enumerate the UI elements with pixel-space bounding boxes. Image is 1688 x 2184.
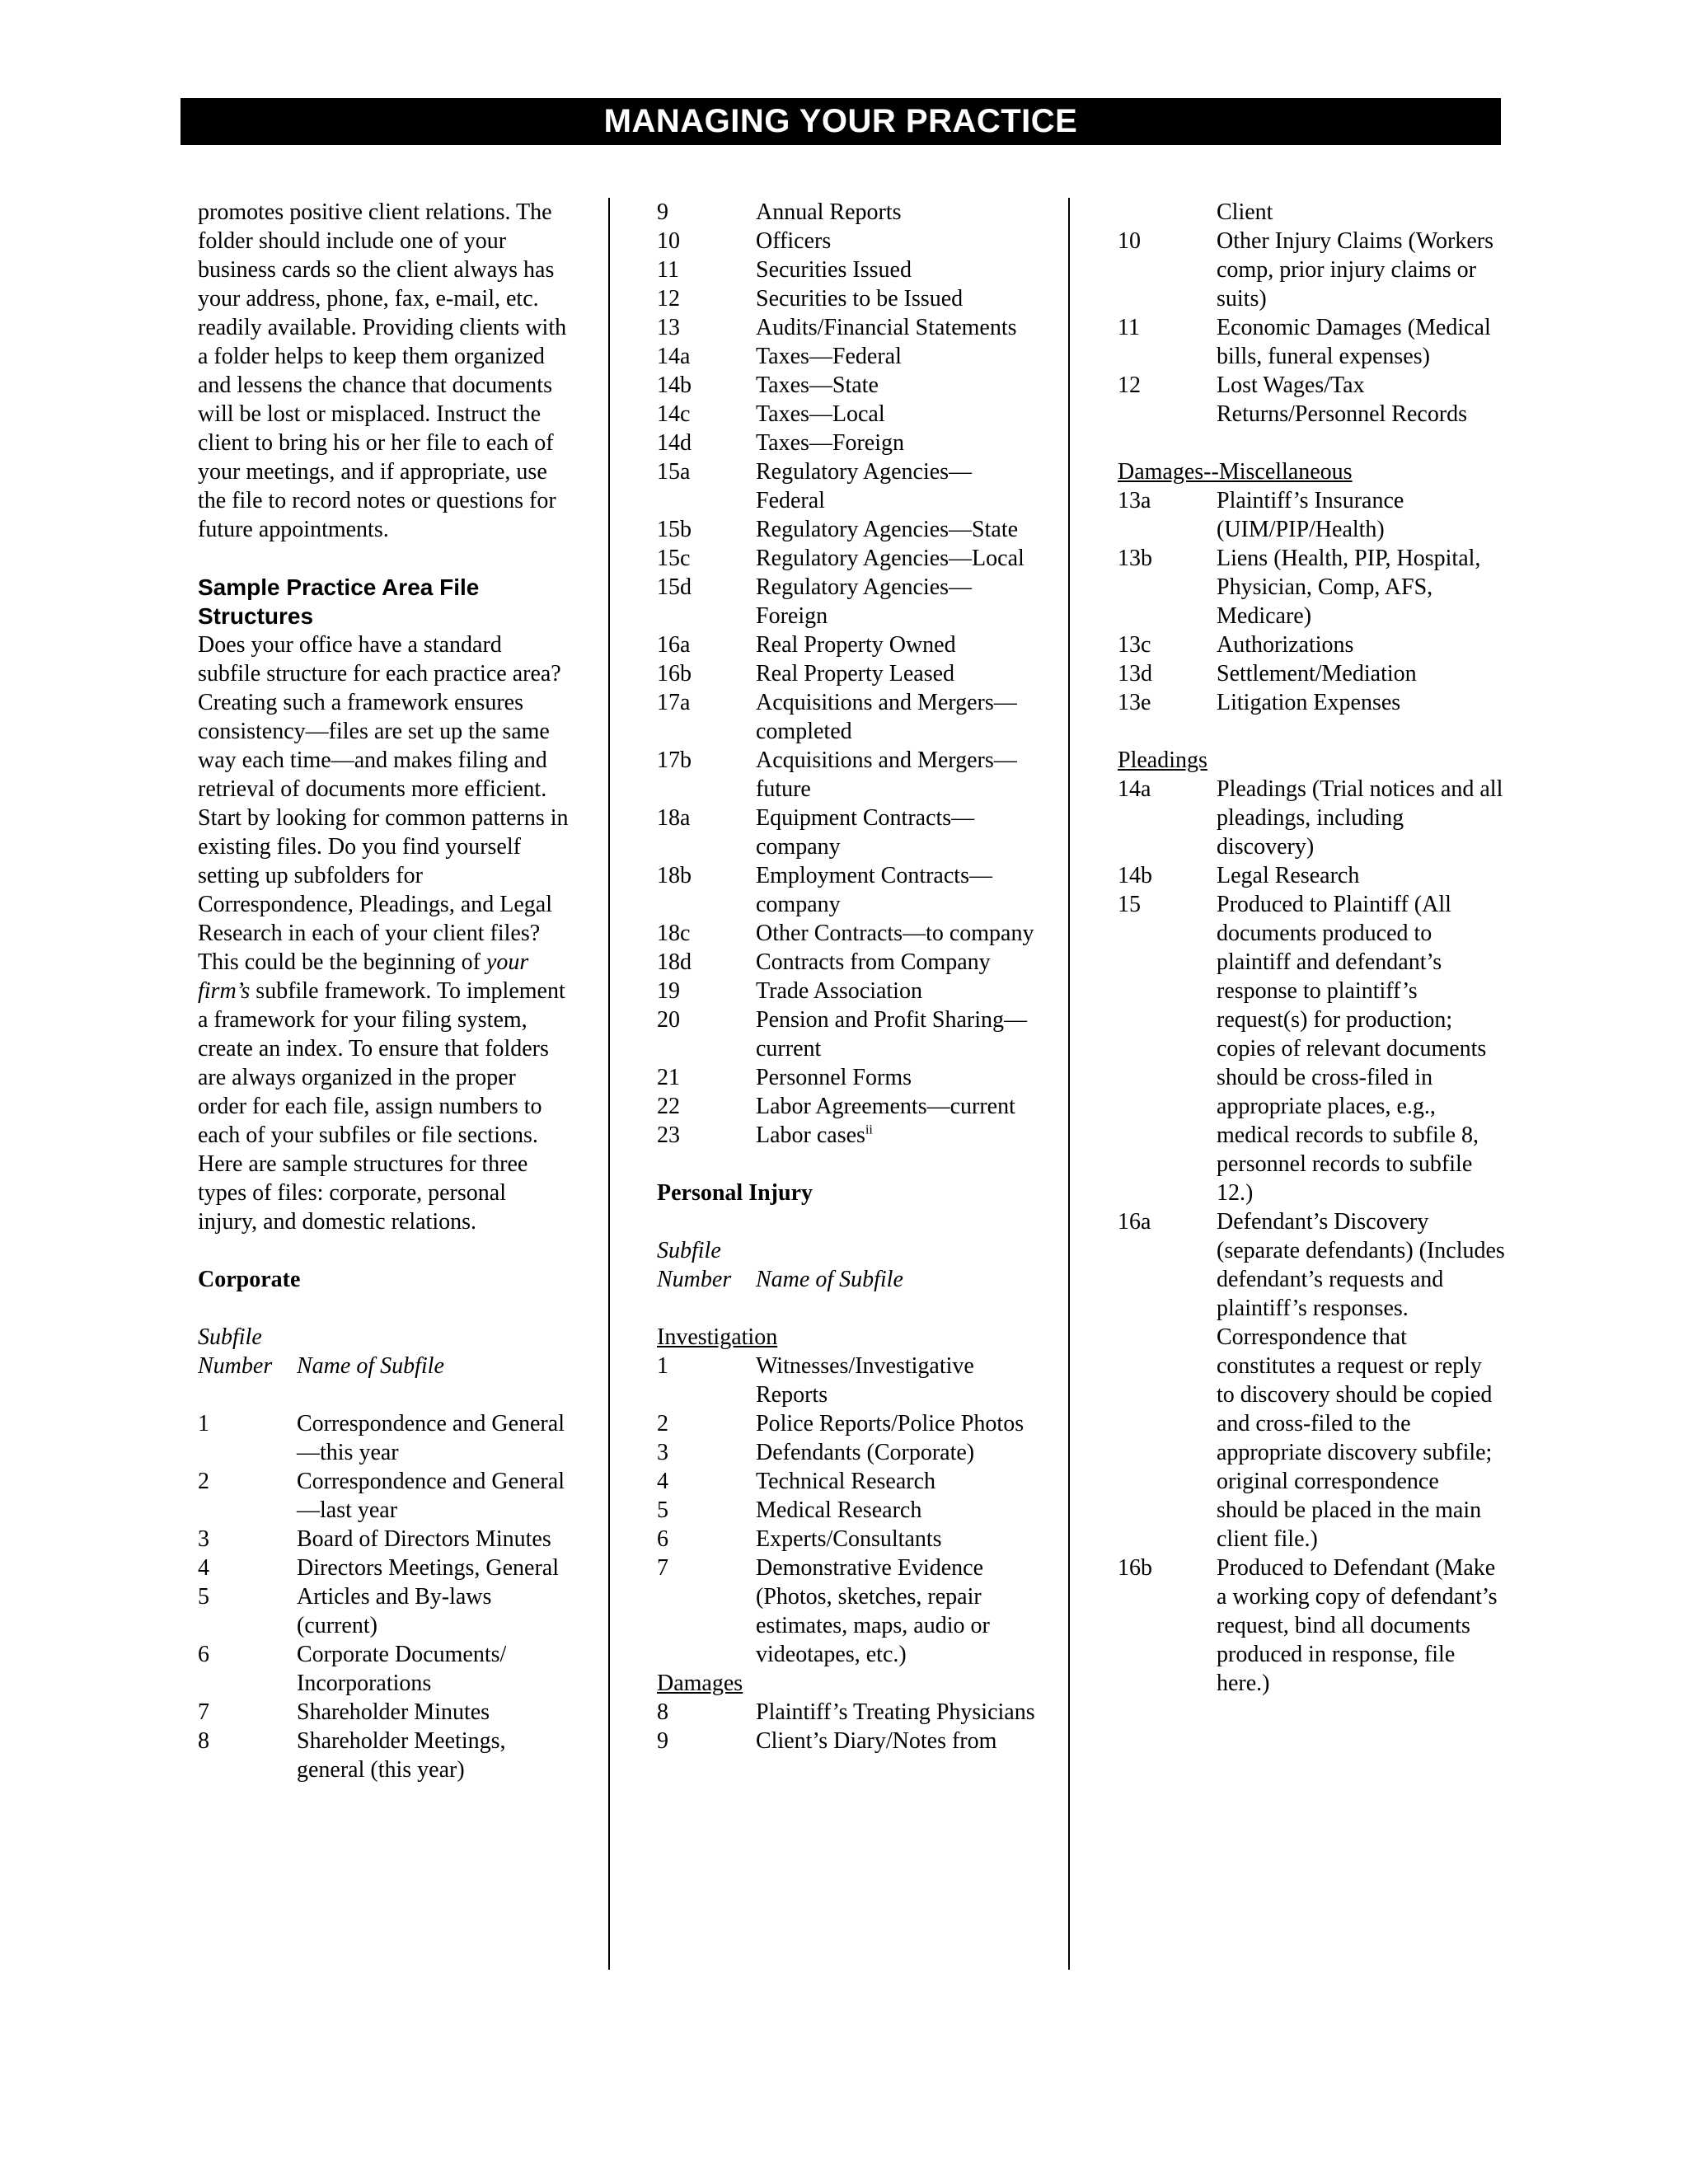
subfile-number: 13b <box>1118 546 1152 571</box>
subfile-name: Regulatory Agencies—Foreign <box>756 574 973 629</box>
subfile-name: Trade Association <box>756 978 922 1004</box>
subfile-name: Shareholder Minutes <box>297 1699 490 1725</box>
list-item <box>1118 1207 1505 1554</box>
subfile-name: Correspondence and General—this year <box>297 1411 565 1465</box>
column-1 <box>198 198 569 1784</box>
list-item <box>657 1092 1036 1121</box>
subfile-name: Demonstrative Evidence (Photos, sketches, repair estimates, maps, audio or videotapes, etc.) <box>756 1555 990 1667</box>
subfile-name: Other Contracts—to company <box>756 921 1034 946</box>
list-item <box>1118 371 1505 429</box>
subfile-number: 19 <box>657 978 680 1004</box>
list-item <box>1118 227 1505 313</box>
subfile-name: Police Reports/Police Photos <box>756 1411 1025 1436</box>
subfile-name: Personnel Forms <box>756 1065 912 1090</box>
subfile-name: Securities Issued <box>756 257 912 283</box>
subfile-number: 18d <box>657 949 692 975</box>
list-item <box>1118 544 1505 630</box>
subfile-number: 4 <box>198 1555 209 1581</box>
list-item <box>657 573 1036 630</box>
subfile-number: 13a <box>1118 488 1151 513</box>
subfile-name: Client’s Diary/Notes from <box>756 1728 997 1754</box>
subfile-name: Lost Wages/Tax Returns/Personnel Records <box>1217 373 1468 427</box>
list-item <box>1118 659 1505 688</box>
subfile-name: Taxes—Foreign <box>756 430 905 456</box>
subfile-name: Experts/Consultants <box>756 1526 942 1552</box>
subfile-number: 4 <box>657 1469 668 1494</box>
column-3 <box>1118 198 1505 1698</box>
list-item <box>657 371 1036 400</box>
subfile-name: Defendants (Corporate) <box>756 1440 975 1465</box>
subfile-number: 15b <box>657 517 692 542</box>
subfile-number: 10 <box>657 228 680 254</box>
list-item <box>657 429 1036 457</box>
list-item <box>198 1698 569 1727</box>
list-item <box>657 919 1036 948</box>
subfile-name-continued: Client <box>1217 199 1273 225</box>
subfile-name: Employment Contracts—company <box>756 863 992 917</box>
damages-list <box>657 1698 1036 1755</box>
list-item <box>1118 1554 1505 1698</box>
subfile-number: 10 <box>1118 228 1141 254</box>
subfile-name: Legal Research <box>1217 863 1360 888</box>
list-item-continued <box>1118 198 1505 227</box>
personal-injury-heading: Personal Injury <box>657 1180 813 1206</box>
subfile-name: Economic Damages (Medical bills, funeral expenses) <box>1217 315 1491 369</box>
list-item <box>657 977 1036 1005</box>
subfile-name: Authorizations <box>1217 632 1354 658</box>
subfile-name: Pension and Profit Sharing—current <box>756 1007 1027 1062</box>
list-item <box>657 861 1036 919</box>
corporate-list-continued <box>657 198 1036 1121</box>
list-item <box>657 227 1036 255</box>
list-item <box>657 1554 1036 1669</box>
subfile-name: Liens (Health, PIP, Hospital, Physician, Comp, AFS, Medicare) <box>1217 546 1481 629</box>
subfile-name: Articles and By-laws (current) <box>297 1584 492 1638</box>
subfile-name: Acquisitions and Mergers—future <box>756 748 1017 802</box>
list-item <box>657 630 1036 659</box>
list-item <box>657 342 1036 371</box>
subfile-number: 8 <box>657 1699 668 1725</box>
subfile-number: 18c <box>657 921 691 946</box>
list-item <box>657 544 1036 573</box>
subfile-name: Technical Research <box>756 1469 936 1494</box>
subfile-name: Plaintiff’s Treating Physicians <box>756 1699 1035 1725</box>
list-item <box>657 1727 1036 1755</box>
subfile-name: Regulatory Agencies—State <box>756 517 1019 542</box>
list-item <box>1118 890 1505 1207</box>
list-item <box>657 1005 1036 1063</box>
column-2 <box>657 198 1036 1755</box>
subfile-name: Corporate Documents/ Incorporations <box>297 1642 507 1696</box>
list-item <box>1118 313 1505 371</box>
subfile-number: 20 <box>657 1007 680 1033</box>
list-item <box>198 1467 569 1525</box>
subfile-name: Board of Directors Minutes <box>297 1526 551 1552</box>
list-item <box>657 313 1036 342</box>
subfile-number: 14b <box>1118 863 1152 888</box>
list-item <box>657 804 1036 861</box>
subfile-name: Officers <box>756 228 832 254</box>
subfile-name: Witnesses/Investigative Reports <box>756 1353 974 1408</box>
intro-paragraph-2: Does your office have a standard subfile structure for each practice area? Creating such a framework ensures consistency—files are set up the same way each time—and makes filing and retrieval of documents more efficient. Start by looking for common patterns in existing files. Do you find yourself setting up subfolders for Correspondence, Pleadings, and Legal Research in each of your client files? This could be the beginning of your firm’s subfile framework. To implement a framework for your filing system, create an index. To ensure that folders are always organized in the proper order for each file, assign numbers to each of your subfiles or file sections. Here are sample structures for three types of files: corporate, personal injury, and domestic relations. <box>198 632 569 1235</box>
page-header-banner: MANAGING YOUR PRACTICE <box>181 98 1501 145</box>
damages-misc-list <box>1118 486 1505 717</box>
list-item <box>657 1438 1036 1467</box>
subfile-number: 5 <box>657 1497 668 1523</box>
list-item <box>657 1496 1036 1525</box>
subfile-number: 12 <box>1118 373 1141 398</box>
subfile-name: Produced to Plaintiff (All documents produced to plaintiff and defendant’s response to plaintiff’s request(s) for production; copies of relevant documents should be cross-filed in appropriate places, e.g., medical records to subfile 8, personnel records to subfile 12.) <box>1217 892 1487 1206</box>
subfile-header-line: Subfile <box>198 1324 262 1350</box>
list-item <box>198 1727 569 1784</box>
subfile-number: 14d <box>657 430 692 456</box>
subfile-number: 7 <box>657 1555 668 1581</box>
subfile-number: 15d <box>657 574 692 600</box>
corporate-heading: Corporate <box>198 1267 301 1292</box>
subfile-name: Annual Reports <box>756 199 902 225</box>
subfile-name: Produced to Defendant (Make a working copy of defendant’s request, bind all documents produced in response, file here.) <box>1217 1555 1498 1696</box>
list-item <box>657 255 1036 284</box>
subfile-number: 15a <box>657 459 691 485</box>
subfile-number: 1 <box>657 1353 668 1379</box>
subfile-number: 17a <box>657 690 691 715</box>
subfile-number: 11 <box>1118 315 1140 340</box>
subfile-number: 18a <box>657 805 691 831</box>
subfile-name: Defendant’s Discovery (separate defendants) (Includes defendant’s requests and plaintiff’s responses. Correspondence that constitutes a request or reply to discovery should be copied and cross-filed to the appropriate discovery subfile; original correspondence should be placed in the main client file.) <box>1217 1209 1505 1552</box>
list-item <box>1118 688 1505 717</box>
subfile-number: 9 <box>657 199 668 225</box>
list-item <box>1118 775 1505 861</box>
subfile-name: Real Property Leased <box>756 661 955 687</box>
subfile-number: 14b <box>657 373 692 398</box>
column-divider <box>608 198 610 1970</box>
subfile-name: Audits/Financial Statements <box>756 315 1017 340</box>
list-item <box>657 284 1036 313</box>
subfile-number: 6 <box>198 1642 209 1667</box>
subfile-number: 14c <box>657 401 691 427</box>
list-item <box>1118 630 1505 659</box>
list-item <box>657 688 1036 746</box>
investigation-list <box>657 1352 1036 1669</box>
group-heading-investigation: Investigation <box>657 1324 778 1350</box>
subfile-number: 2 <box>198 1469 209 1494</box>
subfile-name: Correspondence and General—last year <box>297 1469 565 1523</box>
subfile-name: Settlement/Mediation <box>1217 661 1417 687</box>
subfile-number: 13 <box>657 315 680 340</box>
list-item <box>657 1409 1036 1438</box>
subfile-number: 15 <box>1118 892 1141 917</box>
list-item <box>198 1554 569 1582</box>
subfile-number: 5 <box>198 1584 209 1610</box>
damages-list-continued <box>1118 198 1505 429</box>
list-item <box>657 400 1036 429</box>
subfile-number: 21 <box>657 1065 680 1090</box>
list-item <box>657 515 1036 544</box>
subfile-name: Labor Agreements—current <box>756 1094 1015 1119</box>
column-divider <box>1068 198 1070 1970</box>
list-item <box>198 1582 569 1640</box>
subfile-number: 1 <box>198 1411 209 1436</box>
subfile-number: 13e <box>1118 690 1151 715</box>
subfile-number: 18b <box>657 863 692 888</box>
list-item <box>1118 486 1505 544</box>
pleadings-list <box>1118 775 1505 1698</box>
list-item <box>1118 861 1505 890</box>
list-item: 23 Labor cases$^{ii}$ <box>657 1122 873 1148</box>
subfile-name: Litigation Expenses <box>1217 690 1401 715</box>
subfile-header-line: Subfile <box>657 1238 721 1263</box>
subfile-header-row: Number Name of Subfile <box>657 1267 903 1292</box>
list-item <box>657 1467 1036 1496</box>
subfile-name: Medical Research <box>756 1497 922 1523</box>
subfile-name: Pleadings (Trial notices and all pleadings, including discovery) <box>1217 776 1503 860</box>
subfile-number: 14a <box>1118 776 1151 802</box>
subfile-number: 22 <box>657 1094 680 1119</box>
subfile-number: 2 <box>657 1411 668 1436</box>
subfile-number: 6 <box>657 1526 668 1552</box>
list-item <box>198 1525 569 1554</box>
subfile-number: 3 <box>657 1440 668 1465</box>
subfile-name: Contracts from Company <box>756 949 991 975</box>
subfile-number: 12 <box>657 286 680 312</box>
subfile-number: 14a <box>657 344 691 369</box>
subfile-number: 9 <box>657 1728 668 1754</box>
subfile-name: Regulatory Agencies—Federal <box>756 459 973 513</box>
group-heading-damages-misc: Damages--Miscellaneous <box>1118 459 1353 485</box>
list-item <box>198 1409 569 1467</box>
subfile-name: Equipment Contracts—company <box>756 805 975 860</box>
subfile-name: Other Injury Claims (Workers comp, prior injury claims or suits) <box>1217 228 1493 312</box>
corporate-list <box>198 1409 569 1784</box>
intro-paragraph: promotes positive client relations. The folder should include one of your business cards so the client always has your address, phone, fax, e-mail, etc. readily available. Providing clients with a folder helps to keep them organized and lessens the chance that documents will be lost or misplaced. Instruct the client to bring his or her file to each of your meetings, and if appropriate, use the file to record notes or questions for future appointments. <box>198 199 567 542</box>
group-heading-pleadings: Pleadings <box>1118 748 1207 773</box>
subfile-number: 16b <box>1118 1555 1152 1581</box>
subfile-name: Acquisitions and Mergers—completed <box>756 690 1017 744</box>
list-item <box>198 1640 569 1698</box>
subfile-name: Shareholder Meetings, general (this year) <box>297 1728 506 1783</box>
list-item <box>657 948 1036 977</box>
subfile-number: 16a <box>657 632 691 658</box>
list-item <box>657 198 1036 227</box>
subfile-number: 17b <box>657 748 692 773</box>
subfile-name: Regulatory Agencies—Local <box>756 546 1025 571</box>
subfile-number: 11 <box>657 257 679 283</box>
list-item <box>657 1352 1036 1409</box>
list-item <box>657 1063 1036 1092</box>
subfile-number: 3 <box>198 1526 209 1552</box>
subfile-number: 15c <box>657 546 691 571</box>
subfile-number: 8 <box>198 1728 209 1754</box>
list-item <box>657 1525 1036 1554</box>
list-item <box>657 1698 1036 1727</box>
list-item <box>657 746 1036 804</box>
subfile-name: Taxes—Federal <box>756 344 902 369</box>
subfile-name: Securities to be Issued <box>756 286 964 312</box>
subfile-name: Directors Meetings, General <box>297 1555 559 1581</box>
subfile-number: 13c <box>1118 632 1151 658</box>
footnote-marker: ii <box>865 1122 873 1137</box>
list-item <box>657 457 1036 515</box>
subfile-number: 13d <box>1118 661 1152 687</box>
section-heading: Sample Practice Area File Structures <box>198 574 480 629</box>
subfile-number: 7 <box>198 1699 209 1725</box>
subfile-header-row: Number Name of Subfile <box>198 1353 444 1379</box>
group-heading-damages: Damages <box>657 1671 743 1696</box>
subfile-name: Real Property Owned <box>756 632 956 658</box>
list-item <box>657 659 1036 688</box>
subfile-name: Plaintiff’s Insurance (UIM/PIP/Health) <box>1217 488 1404 542</box>
subfile-number: 16a <box>1118 1209 1151 1235</box>
subfile-name: Taxes—State <box>756 373 879 398</box>
subfile-name: Taxes—Local <box>756 401 885 427</box>
subfile-number: 16b <box>657 661 692 687</box>
